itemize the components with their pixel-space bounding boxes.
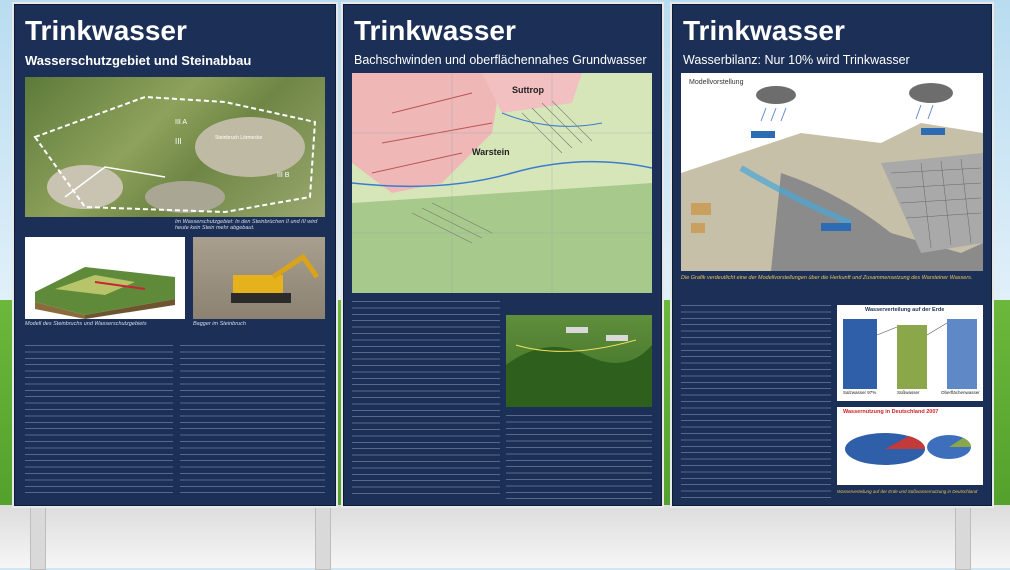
map-label: Suttrop [512, 85, 544, 95]
sign-post [315, 500, 331, 570]
aerial-photo [25, 77, 325, 217]
excavator-photo [193, 237, 325, 319]
terrain-model-image [25, 237, 185, 319]
paved-ground [0, 505, 1010, 568]
map-label: III B [277, 172, 290, 179]
chart-title: Wassernutzung in Deutschland 2007 [843, 409, 939, 415]
panel-subtitle: Bachschwinden und oberflächennahes Grundwasser [354, 53, 647, 67]
map-label: III A [175, 119, 188, 126]
water-cycle-diagram [681, 73, 983, 271]
body-text-block [352, 301, 500, 499]
info-panel-3 [672, 4, 992, 506]
map-label: Steinbruch Lörmecke [215, 135, 263, 141]
water-usage-chart [837, 407, 983, 485]
diagram-title: Modellvorstellung [689, 79, 744, 86]
sign-post [30, 500, 46, 570]
relief-map-photo [506, 315, 652, 407]
info-panel-2 [343, 4, 662, 506]
panel-title: Trinkwasser [354, 15, 516, 46]
topographic-map [352, 73, 652, 293]
body-text-block [681, 305, 831, 499]
chart-caption: Wasserverteilung auf der Erde und Süßwassernutzung in Deutschland [837, 489, 978, 494]
panel-subtitle: Wasserschutzgebiet und Steinabbau [25, 53, 252, 68]
body-text-block [506, 415, 652, 499]
body-text-block [180, 345, 325, 495]
sign-post [955, 500, 971, 570]
map-label: III [175, 137, 182, 146]
photo-caption: Modell des Steinbruchs und Wasserschutzgebiets [25, 321, 147, 327]
chart-label: Oberflächenwasser [941, 390, 980, 395]
diagram-caption: Die Grafik verdeutlicht eine der Modellvorstellungen über die Herkunft und Zusammensetzung des Warsteiner Wassers. [681, 275, 973, 281]
panel-title: Trinkwasser [683, 15, 845, 46]
chart-title: Wasserverteilung auf der Erde [865, 307, 945, 313]
chart-label: Süßwasser [897, 390, 920, 395]
chart-label: Salzwasser 97% [843, 390, 877, 395]
map-label: Warstein [472, 147, 510, 157]
panel-title: Trinkwasser [25, 15, 187, 46]
panel-subtitle: Wasserbilanz: Nur 10% wird Trinkwasser [683, 53, 910, 67]
photo-caption: Bagger im Steinbruch [193, 321, 246, 327]
info-panel-1 [14, 4, 336, 506]
photo-caption: Im Wasserschutzgebiet: In den Steinbrüchen II und III wird heute kein Stein mehr abgebaut. [175, 219, 318, 231]
body-text-block [25, 345, 173, 495]
water-distribution-chart [837, 305, 983, 401]
